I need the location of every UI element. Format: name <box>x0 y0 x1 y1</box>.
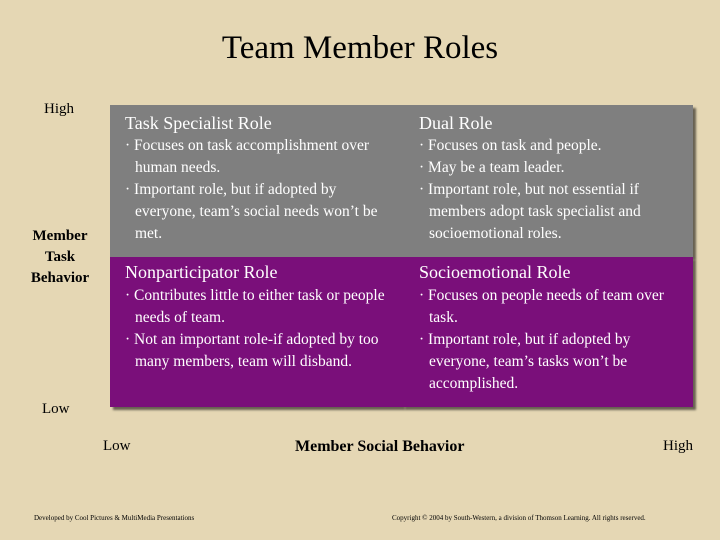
quadrant-bullets <box>125 135 397 245</box>
bullet-item: · Important role, but if adopted by everyone, team’s tasks won’t be accomplished. <box>419 329 691 395</box>
y-axis-title: Member Task Behavior <box>30 228 90 286</box>
bullet-item: · Contributes little to either task or people needs of team. <box>125 285 397 329</box>
y-axis-high-label: High <box>44 101 74 117</box>
x-axis-low-label: Low <box>103 438 131 454</box>
quadrant-title: Dual Role <box>419 113 493 133</box>
bullet-item: · Focuses on task and people. <box>419 135 691 157</box>
quadrant-task-specialist <box>110 105 402 257</box>
quadrant-bullets <box>419 135 691 245</box>
bullet-item: · Not an important role-if adopted by too many members, team will disband. <box>125 329 397 373</box>
quadrant-title: Nonparticipator Role <box>125 262 278 282</box>
x-axis-title: Member Social Behavior <box>295 438 465 455</box>
quadrant-title: Task Specialist Role <box>125 113 272 133</box>
y-axis-low-label: Low <box>42 401 70 417</box>
quadrant-dual <box>402 105 693 257</box>
footer-copyright: Copyright © 2004 by South-Western, a division of Thomson Learning. All rights reserved. <box>392 514 646 522</box>
quadrant-bullets <box>419 285 691 395</box>
bullet-item: · Important role, but not essential if members adopt task specialist and socioemotional roles. <box>419 179 691 245</box>
bullet-item: · Focuses on task accomplishment over human needs. <box>125 135 397 179</box>
bullet-item: · May be a team leader. <box>419 157 691 179</box>
bullet-item: · Important role, but if adopted by everyone, team’s social needs won’t be met. <box>125 179 397 245</box>
quadrant-socioemotional <box>402 257 693 407</box>
quadrant-nonparticipator <box>110 257 402 407</box>
quadrant-title: Socioemotional Role <box>419 262 571 282</box>
bullet-item: · Focuses on people needs of team over task. <box>419 285 691 329</box>
page-title: Team Member Roles <box>221 30 499 66</box>
quadrant-bullets <box>125 285 397 373</box>
x-axis-high-label: High <box>663 438 693 454</box>
footer-credit: Developed by Cool Pictures & MultiMedia Presentations <box>34 514 195 522</box>
